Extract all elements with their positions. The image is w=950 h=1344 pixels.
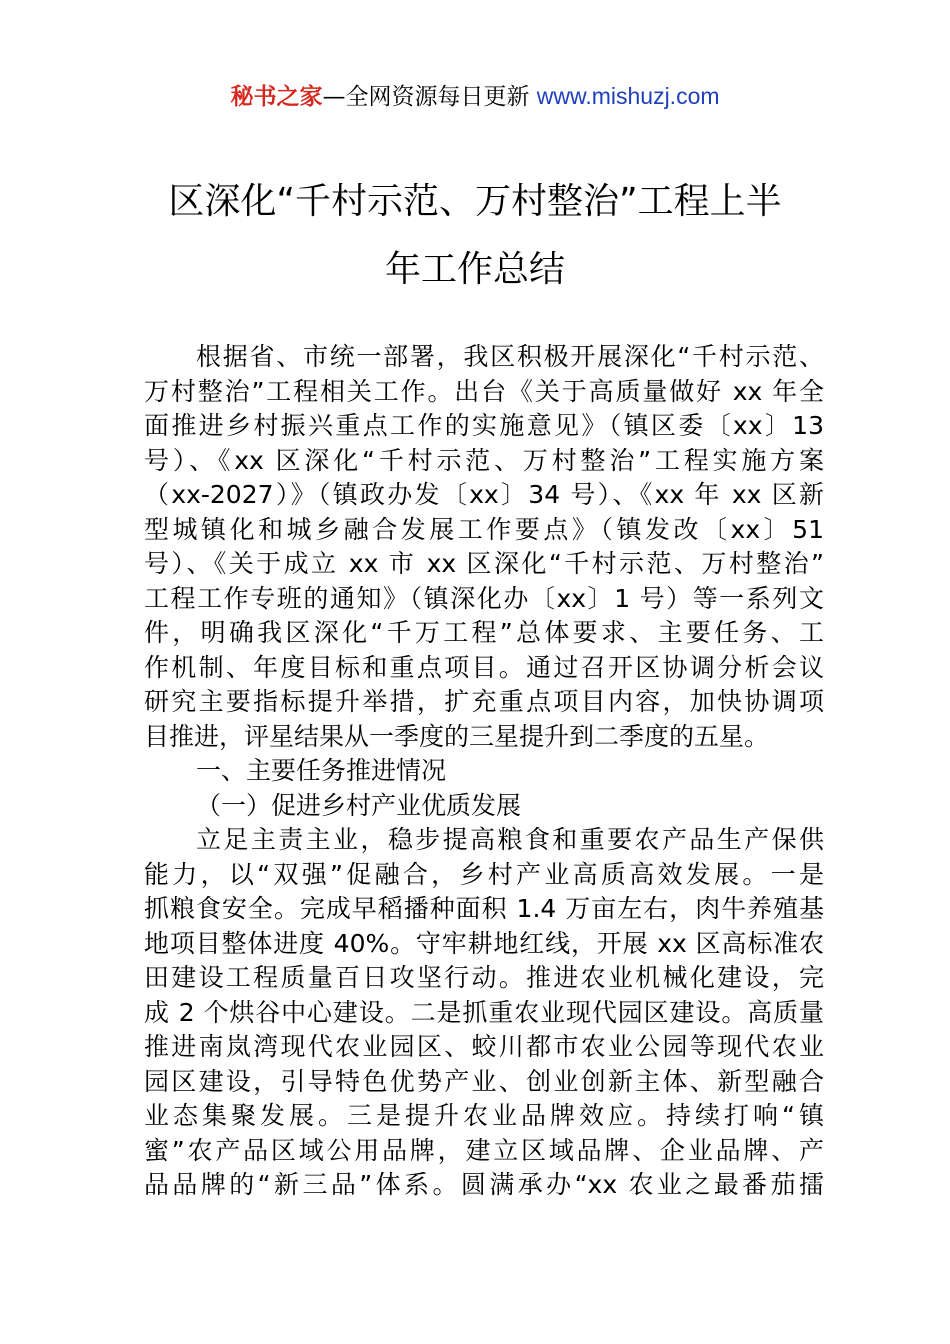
body-line: （xx-2027）》（镇政办发〔xx〕34 号）、《xx 年 xx 区新 xyxy=(144,480,824,509)
section-heading: 一、主要任务推进情况 xyxy=(196,756,447,785)
body-line: 根据省、市统一部署，我区积极开展深化“千村示范、 xyxy=(196,342,824,371)
body-line: 业态集聚发展。三是提升农业品牌效应。持续打响“镇 xyxy=(144,1101,824,1130)
body-line: 蜜”农产品区域公用品牌，建立区域品牌、企业品牌、产 xyxy=(144,1135,824,1165)
body-line: 地项目整体进度 40%。守牢耕地红线，开展 xx 区高标准农 xyxy=(144,928,824,958)
body-line: 品品牌的“新三品”体系。圆满承办“xx 农业之最番茄擂 xyxy=(144,1170,824,1199)
body-line: 能力，以“双强”促融合，乡村产业高质高效发展。一是 xyxy=(144,859,824,889)
body-line: 号）、《xx 区深化“千村示范、万村整治”工程实施方案 xyxy=(144,445,824,475)
body-line: 田建设工程质量百日攻坚行动。推进农业机械化建设，完 xyxy=(144,963,824,992)
body-line: 研究主要指标提升举措，扩充重点项目内容，加快协调项 xyxy=(144,687,824,716)
document-title-line-2: 年工作总结 xyxy=(384,249,565,290)
body-line: 立足主责主业，稳步提高粮食和重要农产品生产保供 xyxy=(196,825,824,854)
body-line: 抓粮食安全。完成早稻播种面积 1.4 万亩左右，肉牛养殖基 xyxy=(144,894,824,923)
body-line: 型城镇化和城乡融合发展工作要点》（镇发改〔xx〕51 xyxy=(144,514,824,544)
body-line: 件，明确我区深化“千万工程”总体要求、主要任务、工 xyxy=(144,618,824,647)
body-line: 万村整治”工程相关工作。出台《关于高质量做好 xx 年全 xyxy=(144,376,824,406)
site-brand: 秘书之家 xyxy=(230,84,323,110)
body-line: 推进南岚湾现代农业园区、蛟川都市农业公园等现代农业 xyxy=(144,1032,824,1061)
site-url-link[interactable]: www.mishuzj.com xyxy=(536,83,720,109)
subsection-heading: （一）促进乡村产业优质发展 xyxy=(196,790,522,820)
site-header xyxy=(0,80,950,113)
body-line: 目推进，评星结果从一季度的三星提升到二季度的五星。 xyxy=(144,721,770,751)
body-line: 作机制、年度目标和重点项目。通过召开区协调分析会议 xyxy=(144,652,824,682)
site-tagline: —全网资源每日更新 xyxy=(322,84,537,110)
body-line: 园区建设，引导特色优势产业、创业创新主体、新型融合 xyxy=(144,1066,824,1096)
body-line: 工程工作专班的通知》（镇深化办〔xx〕1 号）等一系列文 xyxy=(144,583,824,613)
document-body xyxy=(144,340,824,1203)
body-line: 成 2 个烘谷中心建设。二是抓重农业现代园区建设。高质量 xyxy=(144,997,824,1027)
body-line: 面推进乡村振兴重点工作的实施意见》（镇区委〔xx〕13 xyxy=(144,411,824,440)
body-line: 号）、《关于成立 xx 市 xx 区深化“千村示范、万村整治” xyxy=(144,549,824,578)
document-title-line-1: 区深化“千村示范、万村整治”工程上半 xyxy=(168,181,782,222)
